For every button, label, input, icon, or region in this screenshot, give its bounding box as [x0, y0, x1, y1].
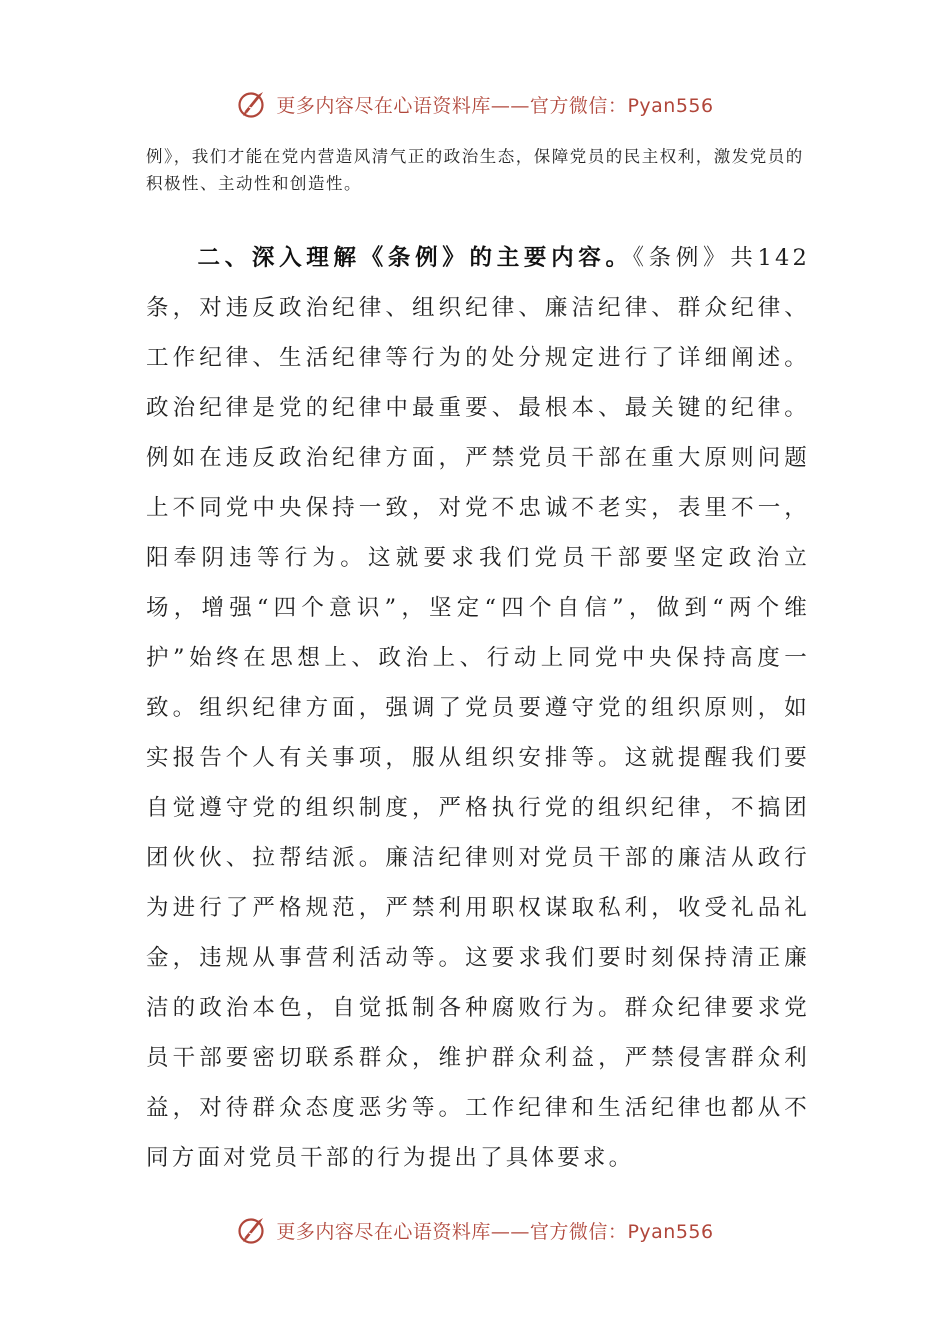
header-banner — [0, 82, 950, 126]
banner-wechat-label: 官方微信： — [529, 94, 628, 117]
banner-main-text: 更多内容尽在心语资料库 — [276, 94, 491, 117]
header-banner-content — [236, 87, 713, 121]
banner-main-text: 更多内容尽在心语资料库 — [276, 1220, 491, 1243]
footer-banner-text — [276, 1217, 713, 1244]
banner-wechat-label: 官方微信： — [529, 1220, 628, 1243]
header-banner-text — [276, 91, 713, 118]
section-two-paragraph — [146, 233, 810, 1183]
banner-wechat-id: Pyan556 — [627, 94, 714, 117]
banner-separator: —— — [490, 94, 530, 117]
continuation-paragraph: 例》，我们才能在党内营造风清气正的政治生态，保障党员的民主权利，激发党员的积极性、主动性和创造性。 — [146, 147, 804, 193]
section-two-heading: 二、深入理解《条例》的主要内容。 — [196, 245, 633, 271]
footer-banner-content — [236, 1213, 713, 1247]
banner-wechat-id: Pyan556 — [627, 1220, 714, 1243]
pen-nib-circle-logo-icon — [236, 87, 270, 121]
pen-nib-circle-logo-icon — [236, 1213, 270, 1247]
banner-separator: —— — [490, 1220, 530, 1243]
footer-banner — [0, 1208, 950, 1252]
section-two-body: 《条例》共142条，对违反政治纪律、组织纪律、廉洁纪律、群众纪律、工作纪律、生活纪律等行为的处分规定进行了详细阐述。政治纪律是党的纪律中最重要、最根本、最关键的纪律。例如在违反政治纪律方面，严禁党员干部在重大原则问题上不同党中央保持一致，对党不忠诚不老实，表里不一，阳奉阴违等行为。这就要求我们党员干部要坚定政治立场，增强“四个意识”，坚定“四个自信”，做到“两个维护”始终在思想上、政治上、行动上同党中央保持高度一致。组织纪律方面，强调了党员要遵守党的组织原则，如实报告个人有关事项，服从组织安排等。这就提醒我们要自觉遵守党的组织制度，严格执行党的组织纪律，不搞团团伙伙、拉帮结派。廉洁纪律则对党员干部的廉洁从政行为进行了严格规范，严禁利用职权谋取私利，收受礼品礼金，违规从事营利活动等。这要求我们要时刻保持清正廉洁的政治本色，自觉抵制各种腐败行为。群众纪律要求党员干部要密切联系群众，维护群众利益，严禁侵害群众利益，对待群众态度恶劣等。工作纪律和生活纪律也都从不同方面对党员干部的行为提出了具体要求。 — [146, 245, 810, 1171]
